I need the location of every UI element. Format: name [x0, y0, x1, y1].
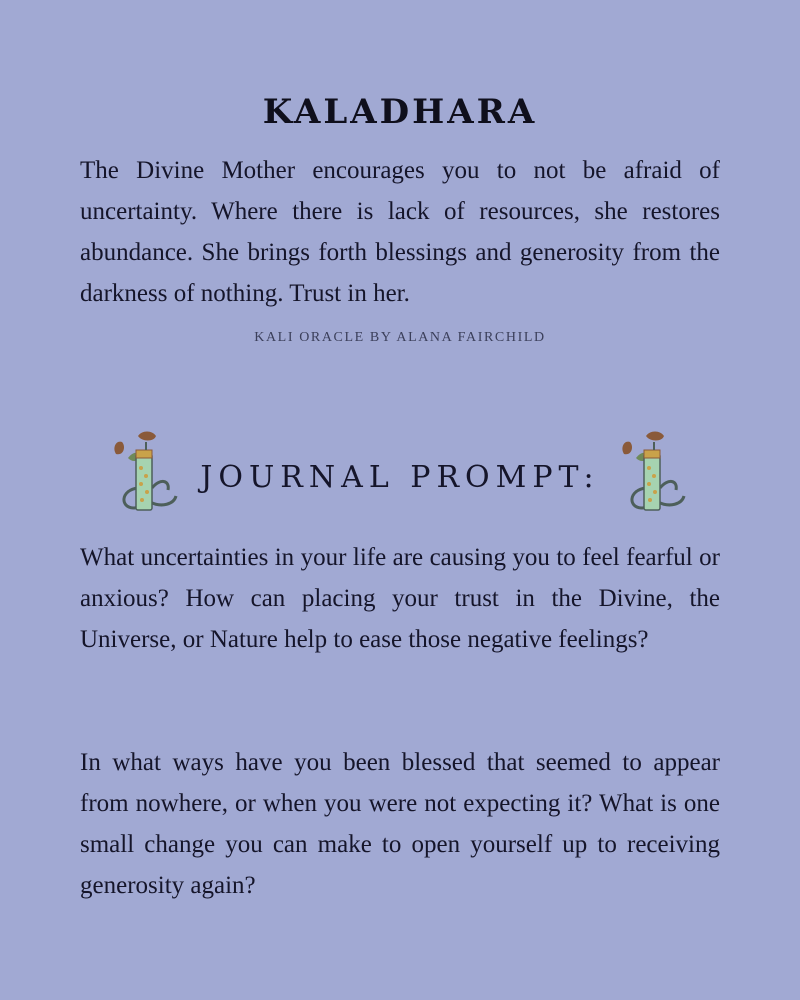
journal-prompt-1: What uncertainties in your life are causing you to feel fearful or anxious? How can placing your trust in the Divine, the Universe, or Nature help to ease those negative feelings?: [80, 544, 720, 653]
card-message: The Divine Mother encourages you to not be afraid of uncertainty. Where there is lack of resources, she restores abundance. She brings forth blessings and generosity from the darkness of nothing. Trust in her.: [80, 157, 720, 307]
card-credit: KALI ORACLE BY ALANA FAIRCHILD: [254, 330, 546, 345]
journal-prompt-2: In what ways have you been blessed that seemed to appear from nowhere, or when you were not expecting it? What is one small change you can make to open yourself up to receiving generosity again?: [80, 749, 720, 899]
card-title: KALADHARA: [262, 92, 538, 132]
journal-prompt-heading: [0, 428, 800, 518]
journal-prompt-label: JOURNAL PROMPT:: [200, 460, 600, 495]
floral-initial-ornament-icon: [110, 428, 180, 514]
floral-initial-ornament-icon: [618, 428, 688, 514]
